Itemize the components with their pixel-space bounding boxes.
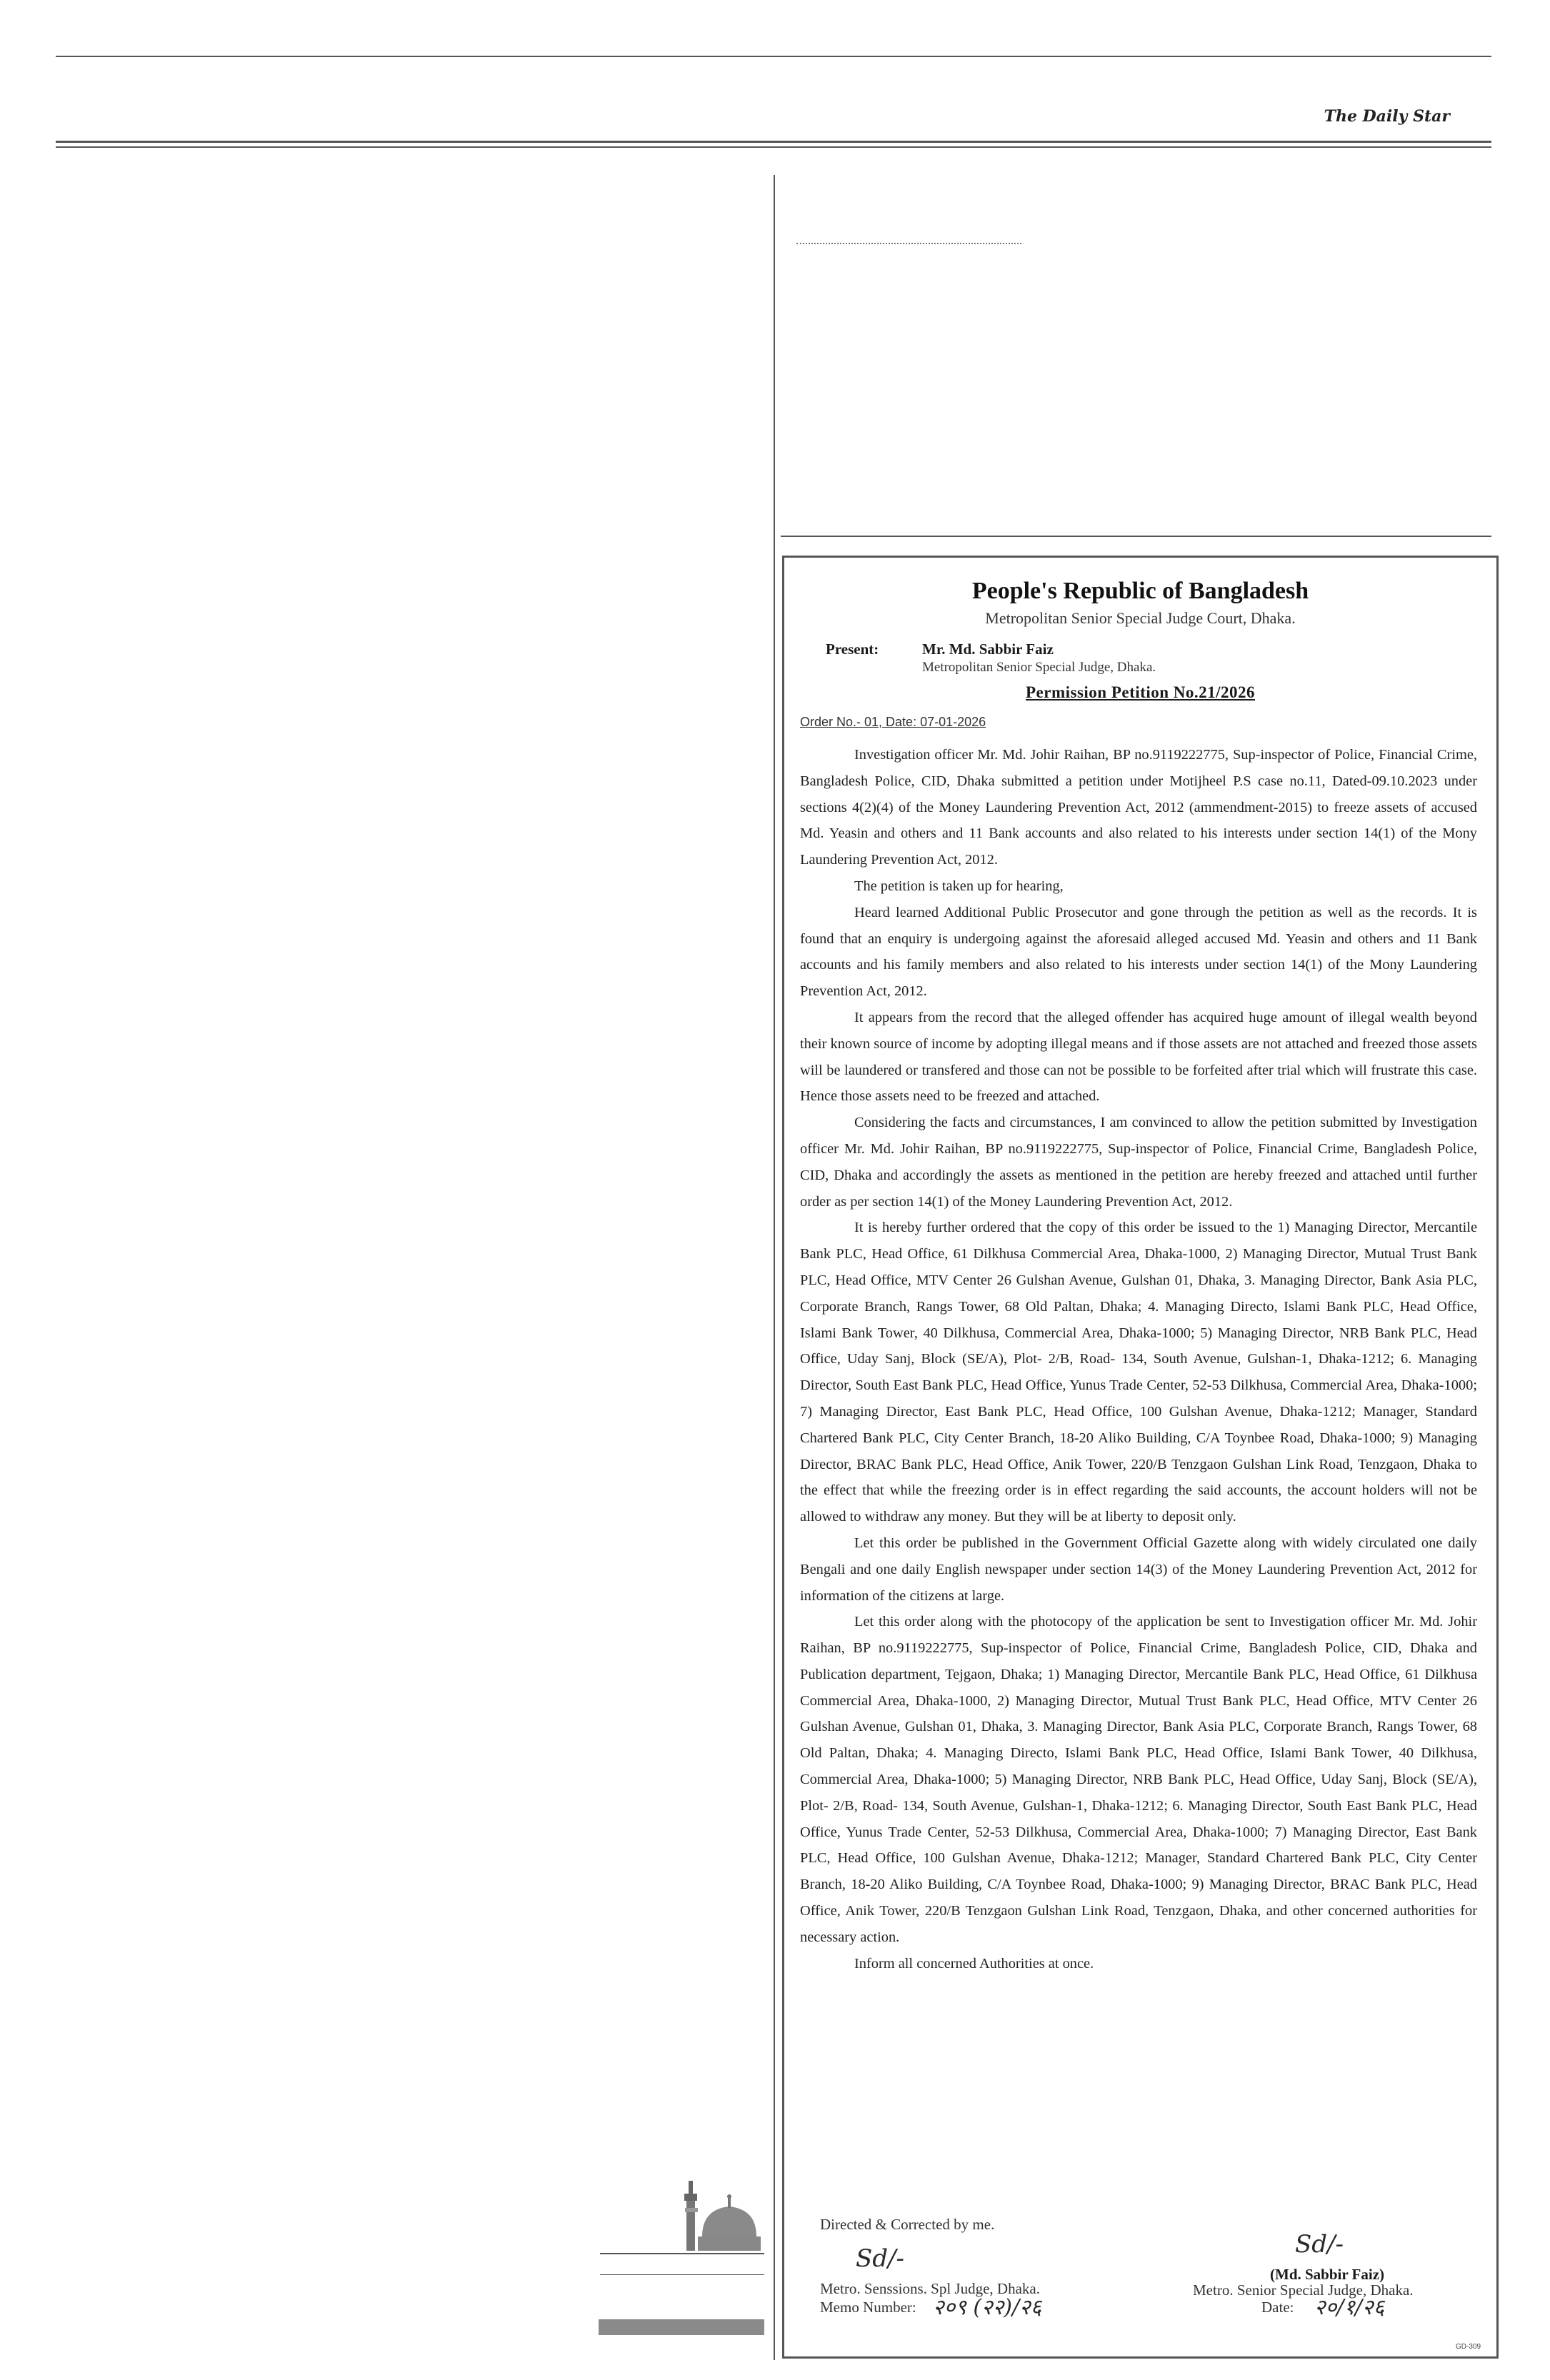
column-divider [774,175,775,2360]
masthead-logo: The Daily Star [1324,107,1450,126]
masthead-rule-lower [56,146,1491,148]
order-paragraph: Heard learned Additional Public Prosecutor and gone through the petition as well as the records. It is found that an enquiry is undergoing against the aforesaid alleged accused Md. Yeasin and others and 11 Bank accounts and his family members and also related to his interests under section 14(1) of the Mony Laundering Prevention Act, 2012. [800,904,1477,1000]
order-number-date: Order No.- 01, Date: 07-01-2026 [800,715,986,729]
form-code: GD-309 [1455,2343,1481,2351]
right-signatory-title: Metro. Senior Special Judge, Dhaka. [1193,2281,1414,2299]
petition-title [784,683,1496,702]
left-signature: Sd/- [856,2244,904,2273]
court-notice [782,556,1499,2359]
present-label: Present: [826,641,879,658]
date-label: Date: [1261,2299,1294,2316]
notice-title: People's Republic of Bangladesh [971,578,1309,604]
left-footer-rule [600,2274,764,2275]
order-paragraph: Let this order be published in the Government Official Gazette along with widely circulated one daily Bengali and one daily English newspaper under section 14(3) of the Money Laundering Prevention Act, 2012 for information of the citizens at large. [800,1535,1477,1604]
right-signature: Sd/- [1295,2230,1344,2259]
order-paragraph: Investigation officer Mr. Md. Johir Raihan, BP no.9119222775, Sup-inspector of Police, Financial Crime, Bangladesh Police, CID, Dhaka submitted a petition under Motijheel P.S case no.11, Dated-09.10.2023 under sections 4(2)(4) of the Money Laundering Prevention Act, 2012 (ammendment-2015) to freeze assets of accused Md. Yeasin and others and 11 Bank accounts and also related to his interests under section 14(1) of the Mony Laundering Prevention Act, 2012. [800,747,1477,868]
memo-number-handwritten: २०९ (२२)/२६ [933,2295,1042,2320]
order-paragraph: It appears from the record that the alleged offender has acquired huge amount of illegal wealth beyond their known source of income by adopting illegal means and if those assets are not attached and freezed those assets will be laundered or transfered and those can not be possible to be forfeited after trial which will frustrate this case. Hence those assets need to be freezed and attached. [800,1009,1477,1105]
order-paragraph: Considering the facts and circumstances, I am convinced to allow the petition submitted by Investigation officer Mr. Md. Johir Raihan, BP no.9119222775, Sup-inspector of Police, Financial Crime, Bangladesh Police, CID, Dhaka and accordingly the assets as mentioned in the petition are hereby freezed and attached until further order as per section 14(1) of the Money Laundering Prevention Act, 2012. [800,1115,1477,1210]
left-signatory-title: Metro. Senssions. Spl Judge, Dhaka. [820,2280,1040,2297]
right-signatory-name: (Md. Sabbir Faiz) [1270,2266,1385,2283]
mosque-illustration [682,2171,764,2253]
order-paragraph: Let this order along with the photocopy of the application be sent to Investigation officer Mr. Md. Johir Raihan, BP no.9119222775, Sup-inspector of Police, Financial Crime, Bangladesh Police, CID, Dhaka and Publication department, Tejgaon, Dhaka; 1) Managing Director, Mercantile Bank PLC, Head Office, 61 Dilkhusa Commercial Area, Dhaka-1000, 2) Managing Director, Mutual Trust Bank PLC, Head Office, MTV Center 26 Gulshan Avenue, Gulshan 01, Dhaka, 3. Managing Director, Bank Asia PLC, Corporate Branch, Rangs Tower, 68 Old Paltan, Dhaka; 4. Managing Directo, Islami Bank PLC, Head Office, Islami Bank Tower, 40 Dilkhusa, Commercial Area, Dhaka-1000; 5) Managing Director, NRB Bank PLC, Head Office, Uday Sanj, Block (SE/A), Plot- 2/B, Road- 134, South Avenue, Gulshan-1, Dhaka-1212; 6. Managing Director, South East Bank PLC, Head Office, Yunus Trade Center, 52-53 Dilkhusa, Commercial Area, Dhaka-1000; 7) Managing Director, East Bank PLC, Head Office, 100 Gulshan Avenue, Dhaka-1212; Manager, Standard Chartered Bank PLC, City Center Branch, 18-20 Aliko Building, C/A Toynbee Road, Dhaka-1000; 9) Managing Director, BRAC Bank PLC, Head Office, Anik Tower, 220/B Tenzgaon Gulshan Link Road, Tenzgaon, Dhaka, and other concerned authorities for necessary action. [800,1614,1477,1945]
order-paragraph: The petition is taken up for hearing, [854,878,1064,894]
order-paragraph: Inform all concerned Authorities at once. [854,1955,1094,1972]
judge-title: Metropolitan Senior Special Judge, Dhaka. [922,660,1156,675]
order-body [800,742,1477,1977]
notice-subtitle: Metropolitan Senior Special Judge Court, Dhaka. [985,609,1296,627]
section-rule [781,536,1491,537]
mosque-baseline [600,2253,764,2254]
petition-title-text: Permission Petition No.21/2026 [1026,683,1255,701]
top-rule [56,56,1491,57]
dotted-rule [796,243,1021,244]
masthead-rule-upper [56,141,1491,143]
directed-corrected-line: Directed & Corrected by me. [820,2216,995,2233]
memo-number-label: Memo Number: [820,2299,916,2316]
judge-name: Mr. Md. Sabbir Faiz [922,641,1054,658]
order-paragraph: It is hereby further ordered that the copy of this order be issued to the 1) Managing Director, Mercantile Bank PLC, Head Office, 61 Dilkhusa Commercial Area, Dhaka-1000, 2) Managing Director, Mutual Trust Bank PLC, Head Office, MTV Center 26 Gulshan Avenue, Gulshan 01, Dhaka, 3. Managing Director, Bank Asia PLC, Corporate Branch, Rangs Tower, 68 Old Paltan, Dhaka; 4. Managing Directo, Islami Bank PLC, Head Office, Islami Bank Tower, 40 Dilkhusa, Commercial Area, Dhaka-1000; 5) Managing Director, NRB Bank PLC, Head Office, Uday Sanj, Block (SE/A), Plot- 2/B, Road- 134, South Avenue, Gulshan-1, Dhaka-1212; 6. Managing Director, South East Bank PLC, Head Office, Yunus Trade Center, 52-53 Dilkhusa, Commercial Area, Dhaka-1000; 7) Managing Director, East Bank PLC, Head Office, 100 Gulshan Avenue, Dhaka-1212; Manager, Standard Chartered Bank PLC, City Center Branch, 18-20 Aliko Building, C/A Toynbee Road, Dhaka-1000; 9) Managing Director, BRAC Bank PLC, Head Office, Anik Tower, 220/B Tenzgaon Gulshan Link Road, Tenzgaon, Dhaka to the effect that while the freezing order is in effect regarding the said accounts, the account holders will not be allowed to withdraw any money. But they will be at liberty to deposit only. [800,1220,1477,1525]
date-handwritten: २०/१/२६ [1314,2295,1385,2320]
footer-gray-bar [599,2319,764,2335]
